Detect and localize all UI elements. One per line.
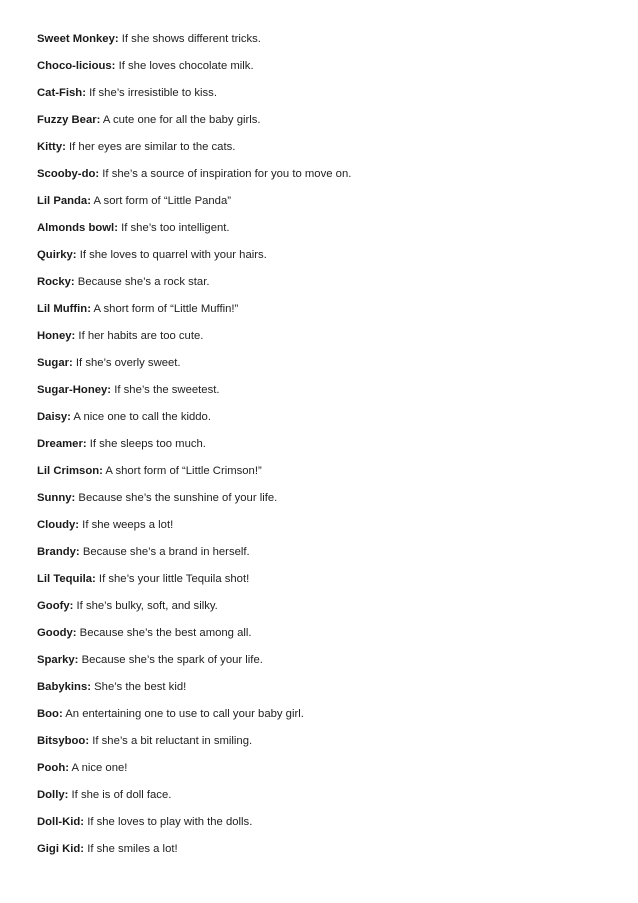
entry-description: A sort form of “Little Panda” <box>90 195 232 207</box>
entry-description: If she’s your little Tequila shot! <box>95 573 250 585</box>
entry-term: Cat-Fish: <box>37 87 86 99</box>
list-item <box>37 572 617 586</box>
list-item <box>37 248 617 262</box>
entry-term: Choco-licious: <box>37 60 116 72</box>
entry-description: If she smiles a lot! <box>84 843 178 855</box>
entry-description: If she’s the sweetest. <box>111 384 220 396</box>
list-item <box>37 680 617 694</box>
entry-term: Gigi Kid: <box>37 843 85 855</box>
entry-term: Lil Panda: <box>37 195 91 207</box>
list-item <box>37 221 617 235</box>
list-item <box>37 734 617 748</box>
entry-term: Brandy: <box>37 546 80 558</box>
list-item <box>37 383 617 397</box>
entry-term: Bitsyboo: <box>37 735 90 747</box>
list-item <box>37 167 617 181</box>
list-item <box>37 32 617 46</box>
entry-term: Sunny: <box>37 492 76 504</box>
entry-term: Daisy: <box>37 411 71 423</box>
entry-description: If she loves to quarrel with your hairs. <box>76 249 267 261</box>
entry-description: A nice one! <box>69 762 128 774</box>
list-item <box>37 86 617 100</box>
entry-description: If she loves chocolate milk. <box>115 60 254 72</box>
entry-description: If she loves to play with the dolls. <box>84 816 253 828</box>
entry-description: If she’s overly sweet. <box>72 357 181 369</box>
list-item <box>37 437 617 451</box>
entry-term: Quirky: <box>37 249 77 261</box>
entry-term: Scooby-do: <box>37 168 100 180</box>
entry-term: Babykins: <box>37 681 91 693</box>
entry-description: Because she’s the spark of your life. <box>78 654 263 666</box>
entry-term: Sweet Monkey: <box>37 33 119 45</box>
list-item <box>37 113 617 127</box>
entry-term: Pooh: <box>37 762 69 774</box>
entry-term: Goofy: <box>37 600 74 612</box>
list-item <box>37 329 617 343</box>
entry-term: Boo: <box>37 708 63 720</box>
entry-term: Honey: <box>37 330 76 342</box>
list-item <box>37 545 617 559</box>
entry-description: If she’s irresistible to kiss. <box>85 87 217 99</box>
entry-description: Because she’s the sunshine of your life. <box>75 492 278 504</box>
entry-description: A nice one to call the kiddo. <box>70 411 211 423</box>
entry-term: Rocky: <box>37 276 75 288</box>
entry-term: Dreamer: <box>37 438 87 450</box>
list-item <box>37 599 617 613</box>
list-item <box>37 653 617 667</box>
entry-description: Because she’s a brand in herself. <box>79 546 250 558</box>
entry-description: If she’s a source of inspiration for you to move on. <box>99 168 352 180</box>
entry-description: Because she’s the best among all. <box>76 627 252 639</box>
list-item <box>37 815 617 829</box>
entry-term: Lil Crimson: <box>37 465 103 477</box>
entry-description: A cute one for all the baby girls. <box>100 114 261 126</box>
entry-description: If she’s a bit reluctant in smiling. <box>89 735 253 747</box>
entry-description: Because she’s a rock star. <box>74 276 210 288</box>
entry-description: If she sleeps too much. <box>86 438 206 450</box>
entry-term: Dolly: <box>37 789 69 801</box>
entry-term: Goody: <box>37 627 77 639</box>
entry-description: If she shows different tricks. <box>118 33 261 45</box>
list-item <box>37 275 617 289</box>
list-item <box>37 518 617 532</box>
entry-term: Sugar-Honey: <box>37 384 112 396</box>
list-item <box>37 194 617 208</box>
list-item <box>37 59 617 73</box>
entry-description: If she weeps a lot! <box>79 519 174 531</box>
list-item <box>37 302 617 316</box>
entry-description: A short form of “Little Crimson!” <box>102 465 262 477</box>
entry-description: If her habits are too cute. <box>75 330 204 342</box>
list-item <box>37 788 617 802</box>
entry-term: Kitty: <box>37 141 66 153</box>
list-item <box>37 140 617 154</box>
list-item <box>37 491 617 505</box>
entry-description: If her eyes are similar to the cats. <box>65 141 236 153</box>
entry-term: Cloudy: <box>37 519 80 531</box>
entry-description: She’s the best kid! <box>91 681 187 693</box>
entry-term: Fuzzy Bear: <box>37 114 101 126</box>
entry-term: Lil Tequila: <box>37 573 96 585</box>
entry-description: A short form of “Little Muffin!” <box>90 303 239 315</box>
list-item <box>37 356 617 370</box>
entry-description: If she’s bulky, soft, and silky. <box>73 600 218 612</box>
list-item <box>37 464 617 478</box>
list-item <box>37 410 617 424</box>
entry-description: An entertaining one to use to call your baby girl. <box>62 708 304 720</box>
entry-term: Sugar: <box>37 357 73 369</box>
entry-term: Sparky: <box>37 654 79 666</box>
entry-description: If she is of doll face. <box>68 789 172 801</box>
entry-term: Almonds bowl: <box>37 222 118 234</box>
list-item <box>37 761 617 775</box>
list-item <box>37 842 617 856</box>
list-item <box>37 707 617 721</box>
entry-description: If she’s too intelligent. <box>117 222 230 234</box>
entry-term: Lil Muffin: <box>37 303 91 315</box>
list-item <box>37 626 617 640</box>
entry-term: Doll-Kid: <box>37 816 85 828</box>
